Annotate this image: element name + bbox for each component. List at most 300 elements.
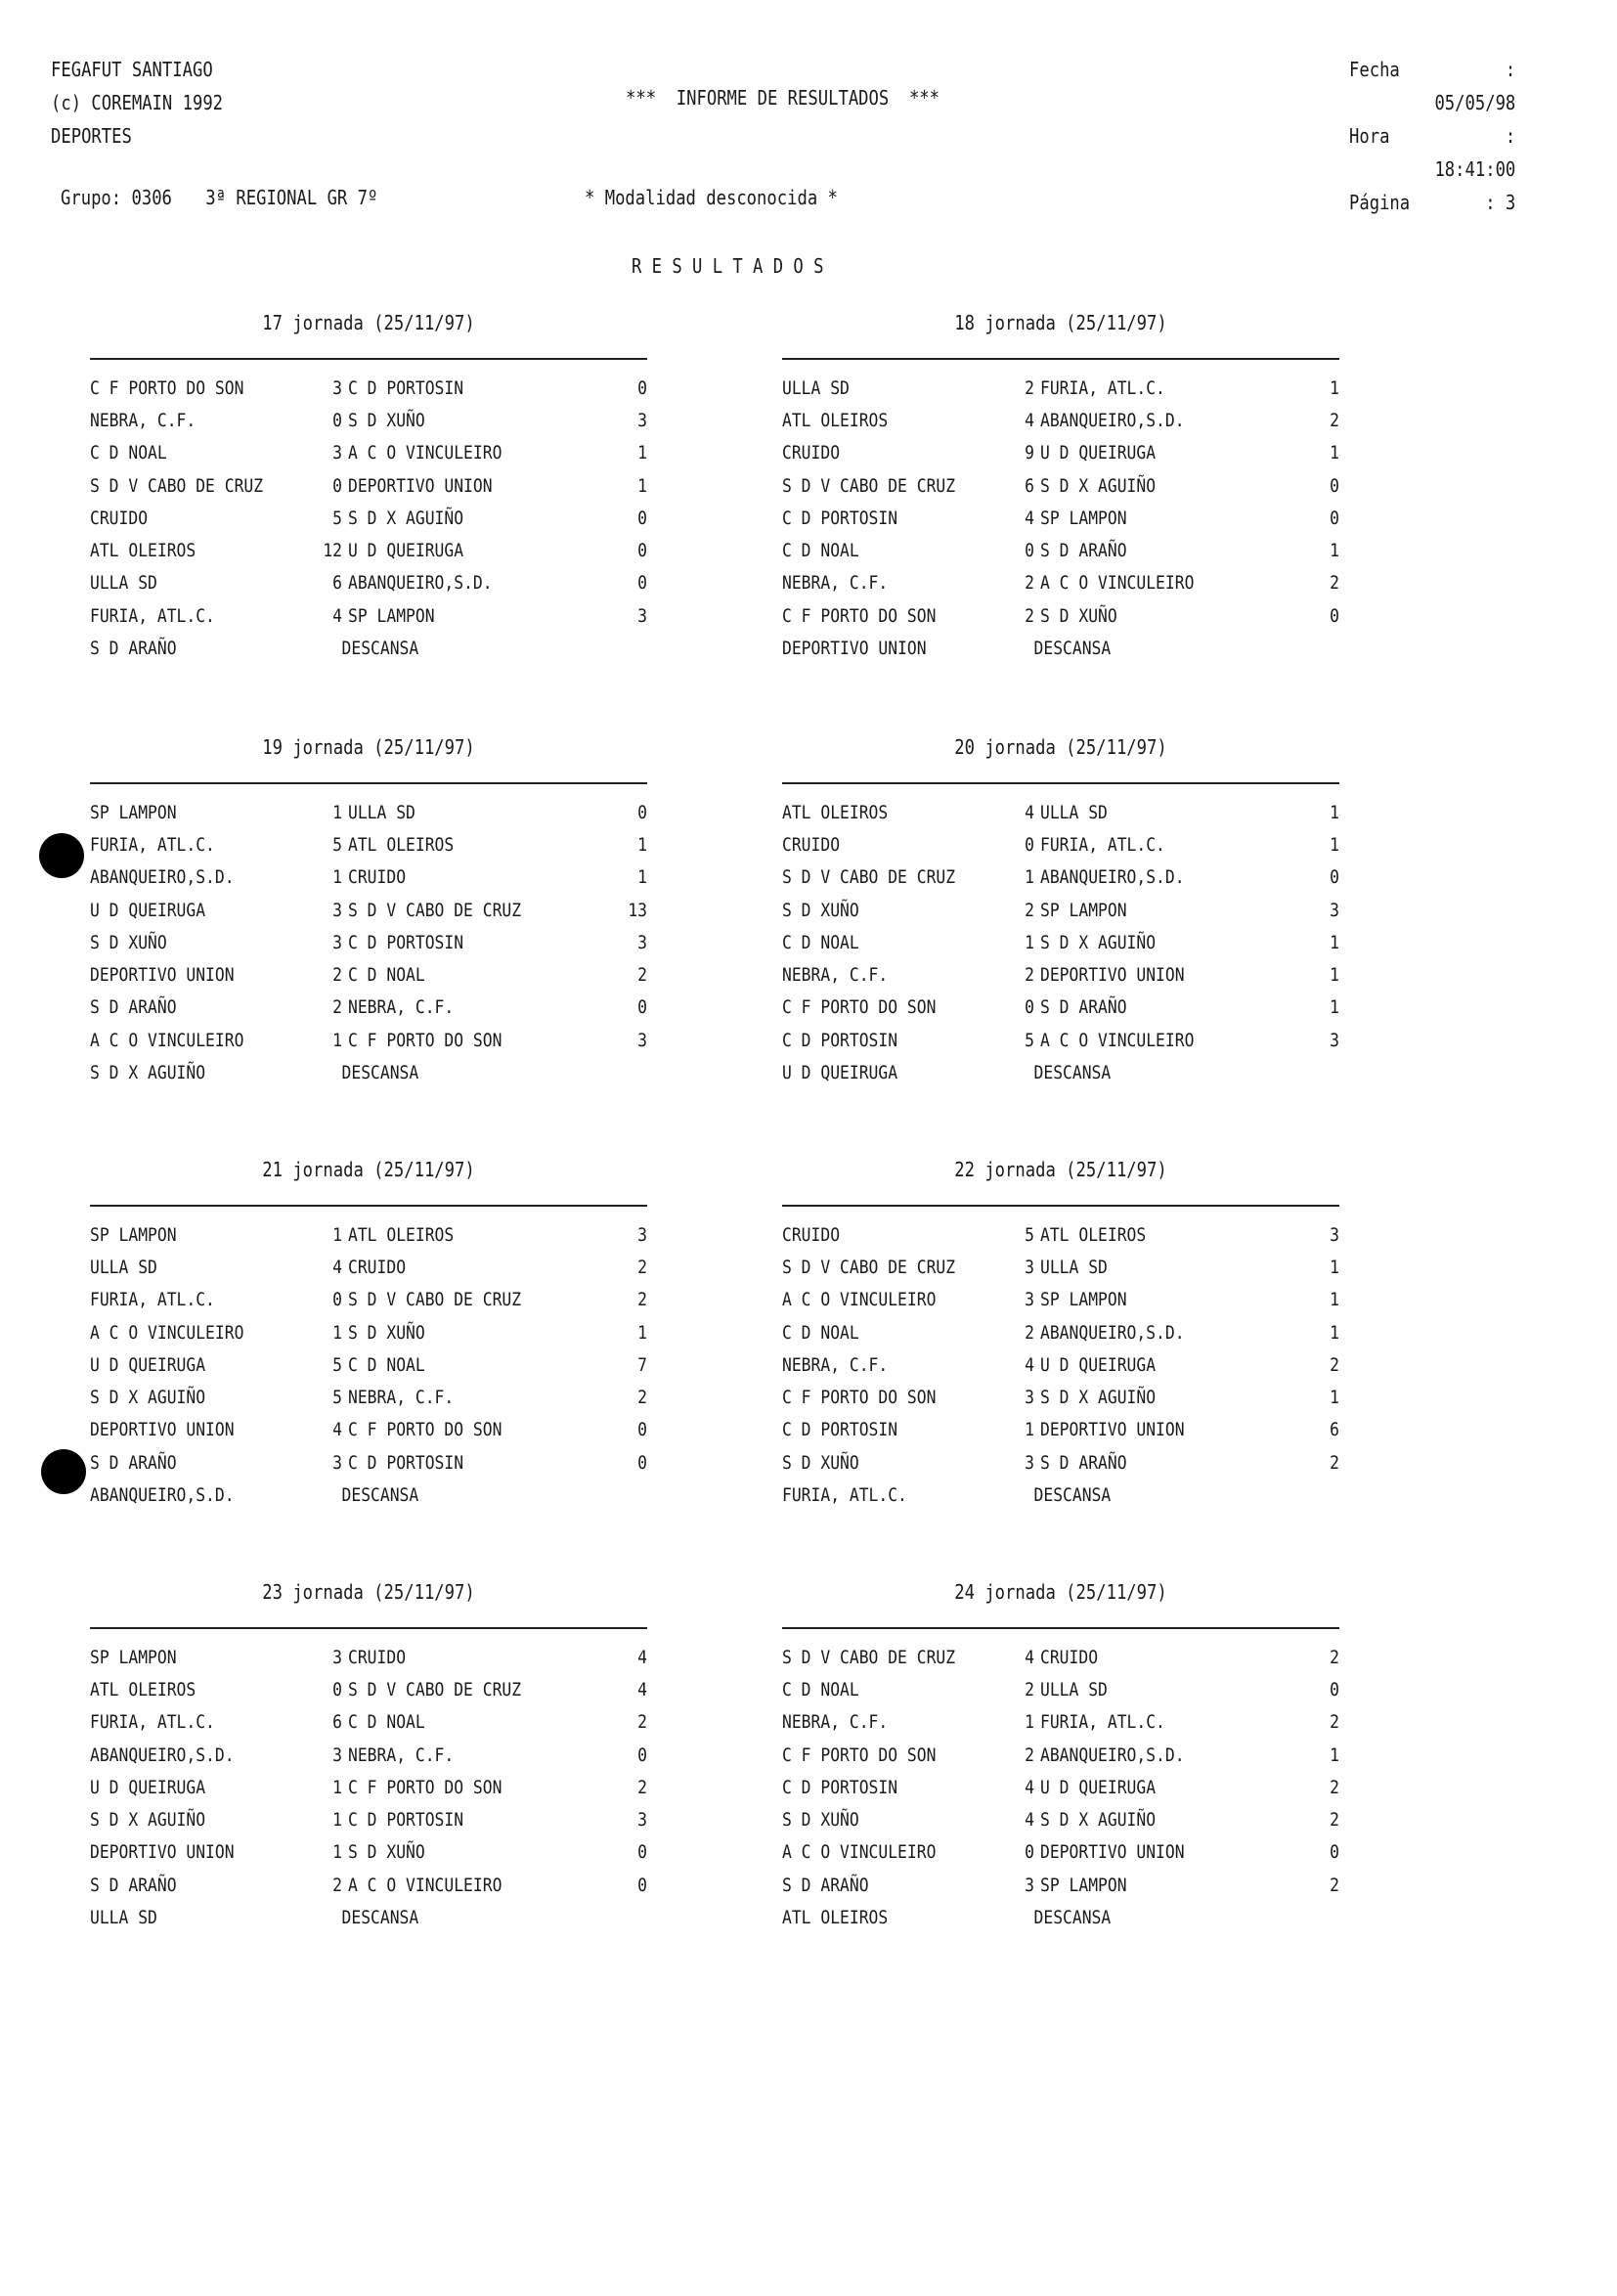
away-score: 0	[637, 1874, 647, 1896]
home-score: 2	[1025, 899, 1034, 921]
home-score: 2	[1025, 572, 1034, 595]
home-score: 2	[332, 996, 342, 1019]
resting-team: DEPORTIVO UNION	[782, 638, 927, 660]
jornada-divider	[782, 1627, 1339, 1629]
home-score: 1	[332, 801, 342, 823]
match-row	[90, 1381, 647, 1413]
home-score: 6	[1025, 474, 1034, 497]
match-row	[90, 1706, 647, 1739]
away-team: S D X AGUIÑO	[1040, 474, 1157, 497]
match-row	[90, 1316, 647, 1348]
match-row	[90, 404, 647, 436]
away-score: 6	[1330, 1419, 1339, 1441]
match-row	[90, 567, 647, 599]
away-team: S D ARAÑO	[1040, 996, 1127, 1019]
away-team: DEPORTIVO UNION	[1040, 1841, 1185, 1864]
away-score: 2	[1330, 1776, 1339, 1798]
meta-value: : 18:41:00	[1434, 124, 1516, 181]
home-team: A C O VINCULEIRO	[782, 1841, 937, 1864]
jornada-title: 17 jornada (25/11/97)	[262, 311, 475, 334]
match-row	[90, 1414, 647, 1446]
organization-block	[51, 53, 223, 153]
home-team: S D V CABO DE CRUZ	[782, 474, 956, 497]
away-team: DEPORTIVO UNION	[1040, 1419, 1185, 1441]
resting-team: S D ARAÑO	[90, 638, 177, 660]
away-team: SP LAMPON	[1040, 1289, 1127, 1311]
away-team: SP LAMPON	[1040, 507, 1127, 529]
home-team: A C O VINCULEIRO	[782, 1289, 937, 1311]
away-team: CRUIDO	[1040, 1646, 1099, 1668]
away-team: C F PORTO DO SON	[348, 1029, 503, 1051]
jornada-block	[90, 1580, 647, 1934]
report-title: *** INFORME DE RESULTADOS ***	[626, 86, 940, 110]
home-score: 0	[332, 1678, 342, 1700]
resting-team: ULLA SD	[90, 1907, 157, 1929]
home-team: DEPORTIVO UNION	[90, 1419, 235, 1441]
match-row	[90, 1446, 647, 1479]
away-team: C D NOAL	[348, 1711, 425, 1734]
match-row	[90, 1641, 647, 1673]
match-row	[782, 1284, 1339, 1316]
home-score: 3	[1025, 1387, 1034, 1409]
home-team: NEBRA, C.F.	[782, 1353, 889, 1376]
home-team: C D NOAL	[782, 1321, 859, 1344]
home-score: 0	[1025, 1841, 1034, 1864]
away-score: 3	[637, 931, 647, 953]
home-team: ATL OLEIROS	[782, 409, 889, 431]
match-row	[90, 1771, 647, 1803]
jornada-divider	[90, 1205, 647, 1207]
home-score: 3	[332, 931, 342, 953]
home-team: C D PORTOSIN	[782, 1419, 898, 1441]
home-score: 2	[1025, 604, 1034, 627]
org-line: FEGAFUT SANTIAGO	[51, 58, 213, 81]
home-score: 2	[1025, 1744, 1034, 1766]
away-team: NEBRA, C.F.	[348, 1744, 455, 1766]
match-row	[782, 534, 1339, 566]
home-team: CRUIDO	[782, 442, 841, 464]
rest-row	[782, 632, 1339, 664]
home-team: CRUIDO	[782, 1223, 841, 1246]
match-row	[782, 1706, 1339, 1739]
home-score: 3	[332, 899, 342, 921]
home-score: 2	[332, 964, 342, 987]
match-row	[90, 502, 647, 534]
home-team: NEBRA, C.F.	[782, 572, 889, 595]
away-score: 0	[637, 1744, 647, 1766]
away-team: ABANQUEIRO,S.D.	[1040, 409, 1185, 431]
home-score: 3	[1025, 1451, 1034, 1474]
away-score: 1	[1330, 1321, 1339, 1344]
meta-key: Hora	[1349, 124, 1390, 148]
home-team: ULLA SD	[90, 1256, 157, 1278]
home-team: DEPORTIVO UNION	[90, 964, 235, 987]
meta-key: Página	[1349, 191, 1411, 214]
match-row	[782, 1641, 1339, 1673]
match-row	[782, 1348, 1339, 1381]
home-team: DEPORTIVO UNION	[90, 1841, 235, 1864]
match-row	[90, 926, 647, 958]
away-team: S D V CABO DE CRUZ	[348, 1289, 522, 1311]
home-team: ATL OLEIROS	[782, 801, 889, 823]
rest-label: DESCANSA	[341, 1907, 419, 1929]
home-team: C F PORTO DO SON	[782, 996, 937, 1019]
jornada-block	[90, 311, 647, 665]
away-team: U D QUEIRUGA	[1040, 1776, 1157, 1798]
match-row	[90, 1803, 647, 1835]
match-row	[90, 1673, 647, 1705]
away-team: SP LAMPON	[1040, 899, 1127, 921]
away-score: 1	[637, 833, 647, 856]
away-score: 2	[637, 1256, 647, 1278]
away-score: 2	[637, 1711, 647, 1734]
home-team: C D PORTOSIN	[782, 1029, 898, 1051]
home-team: C F PORTO DO SON	[782, 1387, 937, 1409]
away-score: 0	[1330, 507, 1339, 529]
home-score: 4	[1025, 409, 1034, 431]
punch-hole	[41, 1449, 86, 1494]
away-score: 0	[637, 996, 647, 1019]
away-score: 2	[1330, 1874, 1339, 1896]
away-score: 3	[637, 1223, 647, 1246]
match-row	[782, 796, 1339, 828]
meta-time	[1349, 119, 1515, 186]
match-row	[782, 861, 1339, 894]
home-score: 5	[332, 1353, 342, 1376]
home-score: 1	[332, 1776, 342, 1798]
away-team: C D NOAL	[348, 964, 425, 987]
match-row	[782, 1414, 1339, 1446]
match-row	[782, 1024, 1339, 1056]
match-row	[90, 958, 647, 991]
home-team: C D PORTOSIN	[782, 1776, 898, 1798]
away-score: 3	[637, 604, 647, 627]
match-row	[90, 992, 647, 1024]
away-team: C D PORTOSIN	[348, 1451, 464, 1474]
home-team: FURIA, ATL.C.	[90, 1289, 215, 1311]
jornada-title: 22 jornada (25/11/97)	[954, 1158, 1167, 1181]
match-row	[782, 958, 1339, 991]
home-score: 4	[332, 1256, 342, 1278]
rest-row	[90, 632, 647, 664]
jornada-title: 24 jornada (25/11/97)	[954, 1580, 1167, 1604]
away-team: C F PORTO DO SON	[348, 1419, 503, 1441]
home-team: S D ARAÑO	[90, 996, 177, 1019]
home-team: U D QUEIRUGA	[90, 1776, 206, 1798]
home-team: FURIA, ATL.C.	[90, 1711, 215, 1734]
away-team: S D ARAÑO	[1040, 1451, 1127, 1474]
home-score: 1	[332, 1841, 342, 1864]
home-score: 5	[332, 1387, 342, 1409]
home-team: S D XUÑO	[782, 1451, 859, 1474]
match-row	[90, 1869, 647, 1901]
home-score: 2	[332, 1874, 342, 1896]
away-score: 13	[628, 899, 647, 921]
away-score: 1	[1330, 931, 1339, 953]
home-team: ABANQUEIRO,S.D.	[90, 866, 235, 889]
home-score: 3	[332, 1451, 342, 1474]
home-score: 4	[1025, 801, 1034, 823]
away-score: 4	[637, 1646, 647, 1668]
away-team: DEPORTIVO UNION	[348, 474, 493, 497]
match-row	[782, 567, 1339, 599]
away-score: 0	[637, 801, 647, 823]
match-row	[90, 1836, 647, 1869]
away-team: CRUIDO	[348, 1256, 407, 1278]
home-team: A C O VINCULEIRO	[90, 1321, 244, 1344]
home-team: C D NOAL	[782, 1678, 859, 1700]
home-team: ULLA SD	[782, 376, 850, 399]
home-score: 0	[1025, 540, 1034, 562]
away-score: 0	[1330, 1841, 1339, 1864]
rest-label: DESCANSA	[1033, 1484, 1112, 1507]
home-score: 12	[323, 540, 342, 562]
away-score: 0	[1330, 1678, 1339, 1700]
punch-hole	[39, 833, 84, 878]
resting-team: ATL OLEIROS	[782, 1907, 889, 1929]
away-score: 3	[637, 409, 647, 431]
away-team: FURIA, ATL.C.	[1040, 376, 1165, 399]
away-score: 1	[1330, 1387, 1339, 1409]
home-team: A C O VINCULEIRO	[90, 1029, 244, 1051]
match-row	[90, 1348, 647, 1381]
home-score: 0	[332, 409, 342, 431]
jornada-title: 21 jornada (25/11/97)	[262, 1158, 475, 1181]
group-name: 3ª REGIONAL GR 7º	[205, 186, 378, 209]
away-team: ULLA SD	[1040, 1678, 1108, 1700]
away-score: 0	[637, 1419, 647, 1441]
away-team: C D PORTOSIN	[348, 376, 464, 399]
home-team: ATL OLEIROS	[90, 540, 197, 562]
home-score: 2	[1025, 376, 1034, 399]
home-team: C F PORTO DO SON	[782, 604, 937, 627]
away-team: ULLA SD	[1040, 801, 1108, 823]
away-score: 0	[637, 376, 647, 399]
home-score: 2	[1025, 1678, 1034, 1700]
home-score: 4	[1025, 1809, 1034, 1832]
away-score: 1	[1330, 833, 1339, 856]
away-team: ABANQUEIRO,S.D.	[1040, 1744, 1185, 1766]
away-team: S D XUÑO	[348, 1321, 425, 1344]
home-score: 3	[1025, 1289, 1034, 1311]
home-score: 3	[1025, 1874, 1034, 1896]
home-score: 1	[332, 1321, 342, 1344]
jornada-title: 19 jornada (25/11/97)	[262, 735, 475, 759]
away-team: SP LAMPON	[348, 604, 435, 627]
rest-label: DESCANSA	[341, 1484, 419, 1507]
match-row	[782, 926, 1339, 958]
match-row	[782, 828, 1339, 861]
away-score: 1	[1330, 442, 1339, 464]
home-team: NEBRA, C.F.	[782, 964, 889, 987]
jornada-divider	[90, 782, 647, 784]
away-team: S D X AGUIÑO	[1040, 1387, 1157, 1409]
home-team: U D QUEIRUGA	[90, 899, 206, 921]
away-score: 1	[637, 1321, 647, 1344]
away-score: 1	[1330, 540, 1339, 562]
away-score: 1	[1330, 996, 1339, 1019]
home-team: S D ARAÑO	[782, 1874, 869, 1896]
away-score: 1	[637, 866, 647, 889]
match-row	[90, 861, 647, 894]
away-team: ATL OLEIROS	[1040, 1223, 1147, 1246]
rest-label: DESCANSA	[1033, 638, 1112, 660]
rest-row	[782, 1056, 1339, 1088]
match-row	[782, 1381, 1339, 1413]
away-team: S D V CABO DE CRUZ	[348, 899, 522, 921]
home-score: 9	[1025, 442, 1034, 464]
home-team: C F PORTO DO SON	[782, 1744, 937, 1766]
resting-team: U D QUEIRUGA	[782, 1062, 898, 1084]
away-score: 1	[1330, 1744, 1339, 1766]
rest-label: DESCANSA	[1033, 1907, 1112, 1929]
match-row	[90, 1218, 647, 1251]
match-row	[782, 1739, 1339, 1771]
away-score: 0	[637, 507, 647, 529]
away-team: C F PORTO DO SON	[348, 1776, 503, 1798]
away-score: 3	[1330, 1223, 1339, 1246]
home-score: 6	[332, 1711, 342, 1734]
jornada-divider	[782, 1205, 1339, 1207]
away-team: S D X AGUIÑO	[1040, 931, 1157, 953]
away-team: S D X AGUIÑO	[348, 507, 464, 529]
away-team: ATL OLEIROS	[348, 833, 455, 856]
away-score: 2	[637, 1387, 647, 1409]
home-team: SP LAMPON	[90, 1646, 177, 1668]
match-row	[782, 1869, 1339, 1901]
away-score: 1	[637, 442, 647, 464]
rest-label: DESCANSA	[341, 1062, 419, 1084]
away-score: 3	[1330, 899, 1339, 921]
home-team: SP LAMPON	[90, 1223, 177, 1246]
away-team: A C O VINCULEIRO	[348, 1874, 503, 1896]
away-team: ATL OLEIROS	[348, 1223, 455, 1246]
match-row	[90, 599, 647, 632]
away-team: NEBRA, C.F.	[348, 996, 455, 1019]
resting-team: FURIA, ATL.C.	[782, 1484, 907, 1507]
home-team: C D NOAL	[90, 442, 167, 464]
away-score: 3	[637, 1809, 647, 1832]
away-team: ULLA SD	[1040, 1256, 1108, 1278]
meta-page	[1349, 186, 1515, 219]
match-row	[90, 469, 647, 502]
away-team: CRUIDO	[348, 1646, 407, 1668]
away-score: 0	[637, 540, 647, 562]
rest-label: DESCANSA	[341, 638, 419, 660]
away-score: 2	[637, 964, 647, 987]
match-row	[782, 437, 1339, 469]
jornada-block	[90, 1158, 647, 1512]
away-score: 2	[637, 1776, 647, 1798]
report-meta	[1349, 53, 1515, 219]
match-row	[90, 437, 647, 469]
home-score: 4	[1025, 1353, 1034, 1376]
home-team: ABANQUEIRO,S.D.	[90, 1744, 235, 1766]
jornada-divider	[782, 358, 1339, 360]
jornada-block	[782, 311, 1339, 665]
away-score: 1	[1330, 964, 1339, 987]
home-score: 4	[1025, 507, 1034, 529]
away-team: A C O VINCULEIRO	[1040, 1029, 1195, 1051]
home-team: ATL OLEIROS	[90, 1678, 197, 1700]
away-score: 2	[637, 1289, 647, 1311]
match-row	[782, 1251, 1339, 1283]
match-row	[782, 1836, 1339, 1869]
match-row	[782, 1803, 1339, 1835]
home-team: S D ARAÑO	[90, 1451, 177, 1474]
home-score: 4	[332, 604, 342, 627]
jornada-divider	[90, 1627, 647, 1629]
resting-team: ABANQUEIRO,S.D.	[90, 1484, 235, 1507]
home-score: 5	[1025, 1029, 1034, 1051]
home-team: S D V CABO DE CRUZ	[782, 866, 956, 889]
home-score: 0	[1025, 833, 1034, 856]
away-score: 2	[1330, 572, 1339, 595]
home-score: 1	[1025, 866, 1034, 889]
home-score: 6	[332, 572, 342, 595]
home-score: 4	[1025, 1646, 1034, 1668]
home-score: 1	[1025, 931, 1034, 953]
home-team: S D XUÑO	[782, 899, 859, 921]
jornada-divider	[90, 358, 647, 360]
match-row	[90, 1024, 647, 1056]
group-code: Grupo: 0306	[61, 186, 172, 209]
away-score: 2	[1330, 1646, 1339, 1668]
away-team: S D V CABO DE CRUZ	[348, 1678, 522, 1700]
home-score: 2	[1025, 1321, 1034, 1344]
group-line	[61, 186, 412, 209]
rest-row	[782, 1479, 1339, 1511]
match-row	[782, 599, 1339, 632]
away-score: 2	[1330, 1809, 1339, 1832]
home-team: C D PORTOSIN	[782, 507, 898, 529]
away-score: 0	[1330, 604, 1339, 627]
away-score: 0	[637, 1451, 647, 1474]
home-score: 3	[332, 1646, 342, 1668]
away-team: C D NOAL	[348, 1353, 425, 1376]
home-team: SP LAMPON	[90, 801, 177, 823]
match-row	[90, 372, 647, 404]
away-team: U D QUEIRUGA	[1040, 442, 1157, 464]
home-team: S D V CABO DE CRUZ	[782, 1256, 956, 1278]
rest-row	[90, 1901, 647, 1933]
home-team: CRUIDO	[90, 507, 149, 529]
match-row	[90, 1251, 647, 1283]
home-score: 1	[1025, 1419, 1034, 1441]
away-score: 0	[637, 1841, 647, 1864]
home-score: 3	[332, 1744, 342, 1766]
home-team: C D NOAL	[782, 540, 859, 562]
away-score: 2	[1330, 409, 1339, 431]
away-team: NEBRA, C.F.	[348, 1387, 455, 1409]
away-score: 1	[1330, 376, 1339, 399]
away-team: U D QUEIRUGA	[348, 540, 464, 562]
match-row	[782, 1771, 1339, 1803]
home-team: S D V CABO DE CRUZ	[782, 1646, 956, 1668]
match-row	[782, 1446, 1339, 1479]
match-row	[782, 502, 1339, 534]
jornada-title: 23 jornada (25/11/97)	[262, 1580, 475, 1604]
meta-value: : 05/05/98	[1434, 58, 1516, 114]
away-score: 3	[637, 1029, 647, 1051]
home-team: S D X AGUIÑO	[90, 1387, 206, 1409]
away-team: C D PORTOSIN	[348, 931, 464, 953]
away-score: 1	[1330, 801, 1339, 823]
match-row	[782, 894, 1339, 926]
home-score: 0	[332, 474, 342, 497]
home-team: FURIA, ATL.C.	[90, 604, 215, 627]
home-team: ULLA SD	[90, 572, 157, 595]
